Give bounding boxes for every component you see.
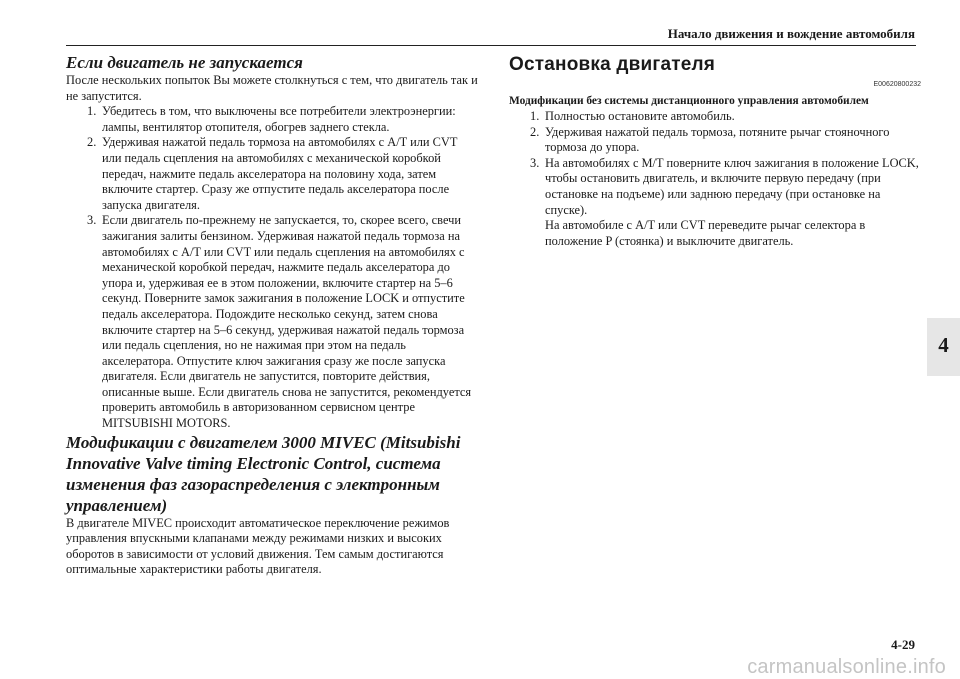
section-title-mivec: Модификации с двигателем 3000 MIVEC (Mitsubishi Innovative Valve timing Electronic Control, система изменения фаз газораспределения с электронным управлением) [66, 432, 461, 515]
section-title-engine-not-starting: Если двигатель не запускается [66, 53, 303, 72]
step-item [509, 156, 921, 250]
step-extra-text: На автомобиле с A/T или CVT переведите рычаг селектора в положение P (стоянка) и выключите двигатель. [545, 218, 866, 248]
page-number: 4-29 [891, 637, 915, 652]
subheading-no-remote: Модификации без системы дистанционного управления автомобилем [509, 95, 869, 107]
step-number: 1. [530, 109, 540, 123]
step-number: 2. [87, 135, 97, 150]
section-code: E00620800232 [873, 81, 921, 88]
step-item [66, 213, 478, 431]
step-item [509, 125, 921, 156]
step-text: Полностью остановите автомобиль. [545, 109, 735, 123]
step-number: 3. [530, 155, 540, 170]
section-intro: После нескольких попыток Вы можете столкнуться с тем, что двигатель так и не запустится. [66, 73, 478, 103]
steps-list-stop [509, 109, 921, 249]
steps-list-not-starting [66, 104, 478, 431]
running-header: Начало движения и вождение автомобиля [667, 26, 915, 41]
step-number: 1. [87, 104, 97, 119]
step-text: Удерживая нажатой педаль тормоза на автомобилях с A/T или CVT или педаль сцепления на автомобилях с механической коробкой передач, нажмите педаль акселератора на половину хода, затем включите стартер. Сразу же отпустите педаль акселератора после запуска двигателя. [102, 135, 458, 212]
right-column [509, 52, 921, 249]
section-body-mivec: В двигателе MIVEC происходит автоматическое переключение режимов управления впускными клапанами между режимами низких и высоких оборотов в зависимости от условий движения. Тем самым достигаются оптимальные характеристики работы двигателя. [66, 515, 450, 577]
watermark: carmanualsonline.info [747, 656, 946, 678]
left-column [66, 52, 478, 578]
step-number: 3. [87, 213, 97, 228]
step-number: 2. [530, 124, 540, 139]
step-item [509, 109, 921, 125]
step-text: Если двигатель по-прежнему не запускается, то, скорее всего, свечи зажигания залиты бензином. Удерживая нажатой педаль тормоза на автомобилях с A/T или CVT или педаль сцепления на автомобилях с механической коробкой передач, нажмите педаль акселератора до упора и, удерживая ее в этом положении, включите стартер на 5–6 секунд. Поверните замок зажигания в положение LOCK и отпустите педаль акселератора. Подождите несколько секунд, затем снова включите стартер на 5–6 секунд, удерживая нажатой педаль тормоза или педаль сцепления, но не нажимая при этом на педаль акселератора. Отпустите ключ зажигания сразу же после запуска двигателя. Если двигатель не запустится, повторите действия, описанные выше. Если двигатель снова не запустится, рекомендуется проверить автомобиль в авторизованном сервисном центре MITSUBISHI MOTORS. [102, 213, 472, 431]
chapter-tab-label: 4 [938, 333, 949, 357]
step-text: Удерживая нажатой педаль тормоза, потяните рычаг стояночного тормоза до упора. [545, 124, 890, 155]
step-text: Убедитесь в том, что выключены все потребители электроэнергии: лампы, вентилятор отопителя, обогрев заднего стекла. [102, 104, 456, 134]
header-rule [66, 45, 916, 46]
step-item [66, 104, 478, 135]
chapter-tab [927, 318, 960, 376]
step-item [66, 135, 478, 213]
section-title-engine-stop: Остановка двигателя [509, 54, 716, 75]
step-text: На автомобилях с M/T поверните ключ зажигания в положение LOCK, чтобы остановить двигатель, и включите первую передачу (при остановке на подъеме) или заднюю передачу (при остановке на спуске). [545, 155, 919, 217]
